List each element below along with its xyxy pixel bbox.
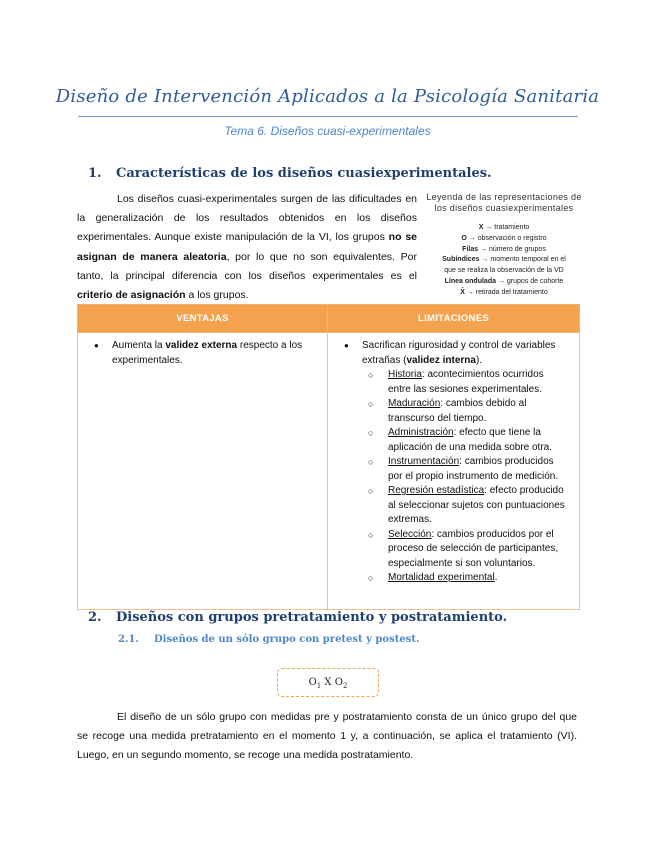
paragraph-line: El diseño de un sólo grupo con medidas pre y postratamiento consta de un único grupo del que bbox=[117, 711, 577, 723]
table-header-ventajas: VENTAJAS bbox=[78, 305, 328, 333]
notation-legend bbox=[426, 192, 582, 299]
section-1-heading bbox=[88, 166, 492, 181]
advantages-limitations-table bbox=[77, 304, 580, 610]
list-item: ● Aumenta la validez externa respecto a los experimentales. bbox=[112, 339, 317, 368]
paragraph-line: asignan de manera aleatoria, por lo que no son equivalentes. Por bbox=[77, 250, 418, 263]
legend-row: X̄ → retirada del tratamiento bbox=[460, 288, 548, 296]
legend-row: Línea ondulada → grupos de cohorte bbox=[444, 277, 564, 285]
ventajas-cell bbox=[78, 333, 328, 610]
subsection-title: Diseños de un sólo grupo con pretest y postest. bbox=[154, 634, 420, 645]
subsection-number: 2.1. bbox=[118, 634, 139, 645]
document-title: Diseño de Intervención Aplicados a la Psicología Sanitaria bbox=[55, 86, 600, 107]
threat-item: ○ Administración: efecto que tiene la aplicación de una medida sobre otra. bbox=[388, 426, 569, 455]
paragraph-line: Los diseños cuasi-experimentales surgen de las dificultades en bbox=[117, 193, 417, 205]
document-subtitle: Tema 6. Diseños cuasi-experimentales bbox=[224, 124, 431, 138]
legend-items bbox=[426, 223, 582, 299]
legend-row: Filas → número de grupos bbox=[462, 245, 546, 253]
paragraph-line: criterio de asignación a los grupos. bbox=[77, 289, 249, 302]
paragraph-line: Luego, en un segundo momento, se recoge una medida postratamiento. bbox=[77, 749, 414, 762]
threat-item: ○ Historia: acontecimientos ocurridos entre las sesiones experimentales. bbox=[388, 368, 569, 397]
section-1-paragraph bbox=[77, 190, 417, 305]
subsection-2-1-heading bbox=[118, 634, 419, 645]
threat-item: ○ Selección: cambios producidos por el proceso de selección de participantes, especialmente si son voluntarios. bbox=[388, 528, 569, 572]
legend-title: Leyenda de las representaciones de los diseños cuasiexperimentales bbox=[426, 192, 582, 213]
threat-item: ○ Mortalidad experimental. bbox=[388, 571, 569, 586]
paragraph-line: experimentales. Aunque existe manipulación de la VI, los grupos no se bbox=[77, 231, 418, 244]
legend-row: X → tratamiento bbox=[478, 224, 530, 231]
title-divider bbox=[78, 116, 578, 117]
section-number: 1. bbox=[88, 166, 102, 181]
section-title: Características de los diseños cuasiexperimentales. bbox=[116, 166, 492, 181]
threat-item: ○ Maduración: cambios debido al transcurso del tiempo. bbox=[388, 397, 569, 426]
threat-item: ○ Regresión estadística: efecto producido al seleccionar sujetos con puntuaciones extremas. bbox=[388, 484, 569, 528]
paragraph-line: tanto, la principal diferencia con los diseños experimentales es el bbox=[77, 269, 417, 282]
legend-row: O → observación o registro bbox=[461, 234, 547, 242]
paragraph-line: se recoge una medida pretratamiento en el momento 1 y, a continuación, se aplica el tratamiento (VI). bbox=[77, 730, 577, 743]
section-2-heading bbox=[88, 610, 507, 625]
paragraph-line: la generalización de los resultados obtenidos en los diseños bbox=[77, 212, 417, 225]
section-number: 2. bbox=[88, 610, 102, 625]
design-formula: $O_1$ X $O_2$ bbox=[277, 668, 379, 697]
threat-item: ○ Instrumentación: cambios producidos por el propio instrumento de medición. bbox=[388, 455, 569, 484]
list-item: ● Sacrifican rigurosidad y control de variables extrañas (validez interna). ○ Historia: acontecimientos ocurridos entre las sesiones experimentales. ○ Maduración: cambios debido al transcurso del tiempo. ○ Administración: efecto que tiene la aplicación de una medida sobre otra. ○ Instrumentación: cambios producidos por el propio instrumento de medición. ○ Regresión estadística: efecto producido al seleccionar sujetos con puntuaciones extremas. ○ Selección: cambios producidos por el proceso de selección de participantes, especialmente si son voluntarios. ○ Mortalidad experimental. bbox=[362, 339, 569, 586]
section-title: Diseños con grupos pretratamiento y postratamiento. bbox=[116, 610, 508, 625]
legend-row: Subíndices → momento temporal en el bbox=[442, 256, 566, 264]
table-header-limitaciones: LIMITACIONES bbox=[328, 305, 580, 333]
threats-list bbox=[362, 368, 569, 586]
section-2-paragraph bbox=[77, 708, 577, 766]
legend-row: que se realiza la observación de la VD bbox=[444, 267, 564, 275]
limitaciones-cell bbox=[328, 333, 580, 610]
